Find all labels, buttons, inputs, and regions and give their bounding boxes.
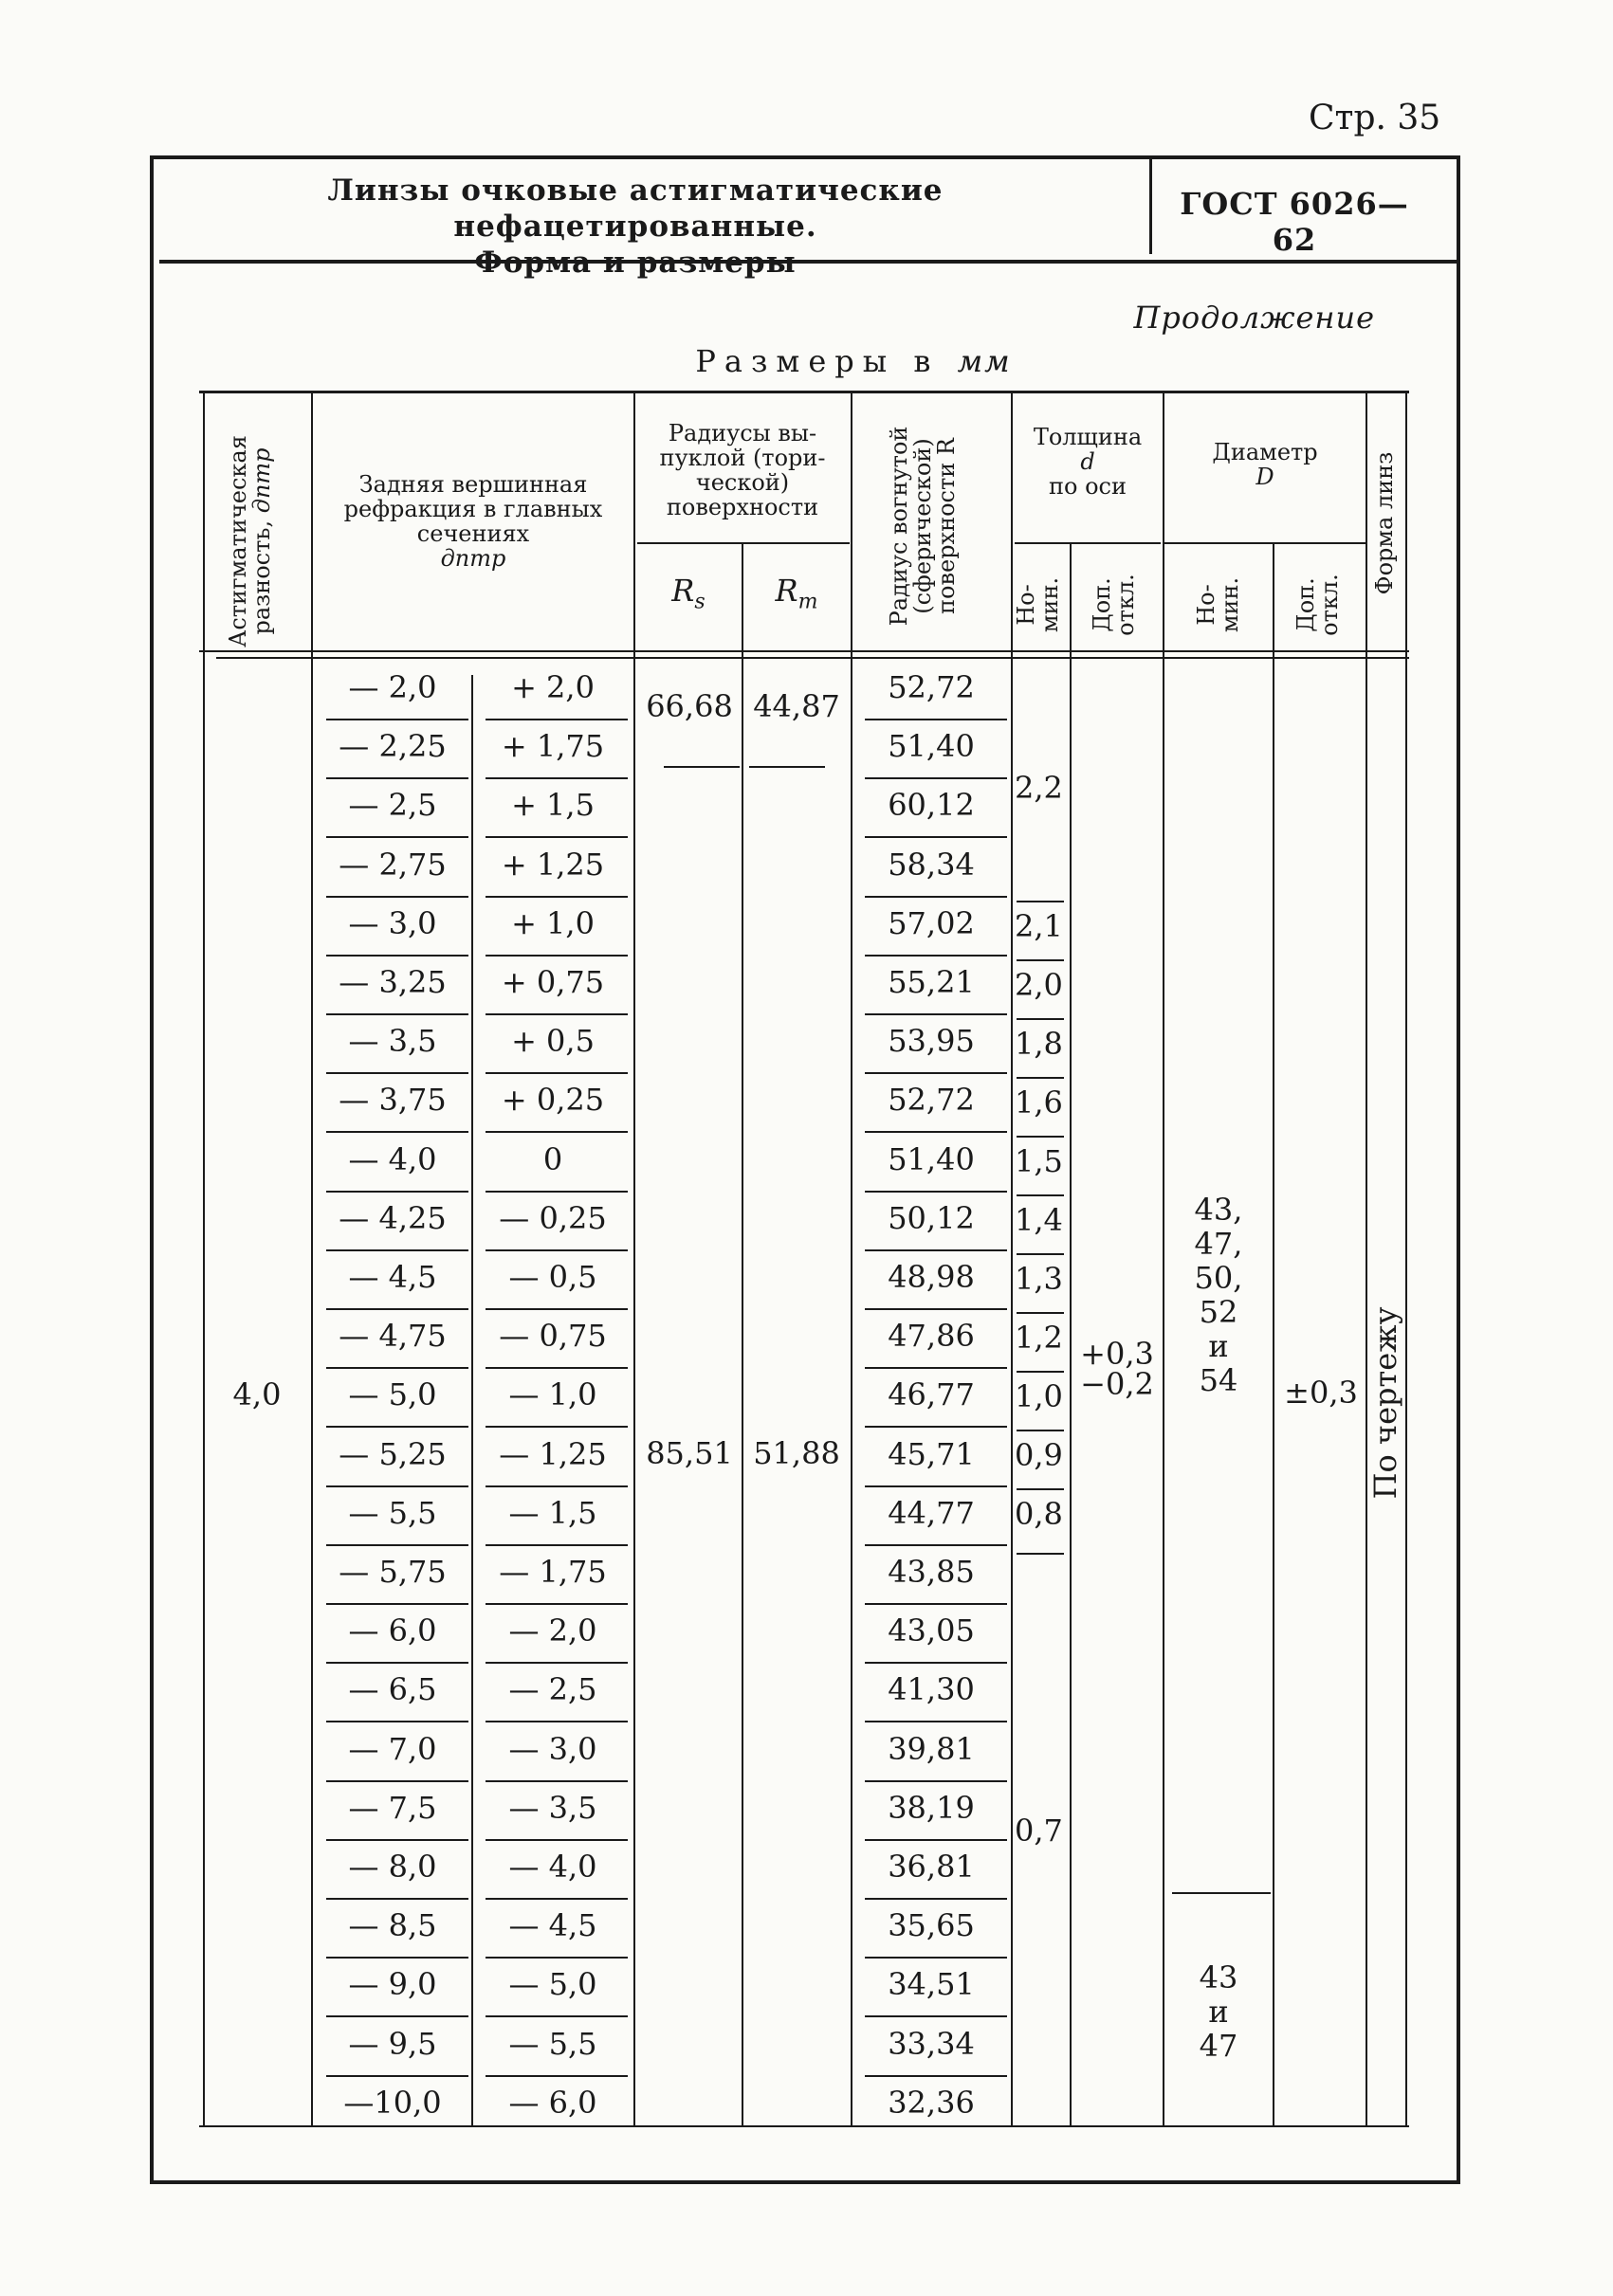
row-underline	[865, 1013, 1007, 1015]
row-underline	[865, 1131, 1007, 1133]
row-underline	[326, 1367, 468, 1369]
table-bottom-line	[199, 2125, 1409, 2127]
diam-b-0: 43	[1199, 1959, 1238, 1995]
frame-left-line	[150, 155, 154, 2184]
refraction-principal-1: — 4,25	[339, 1199, 447, 1236]
title-line-2: Форма и размеры	[474, 246, 797, 280]
thickness-underline	[1017, 959, 1064, 961]
thickness-nominal-value: 1,2	[1015, 1320, 1063, 1356]
header-astig-line2: разность,	[248, 519, 275, 635]
units-caption	[569, 343, 1138, 379]
row-underline	[865, 777, 1007, 779]
row-underline	[326, 1308, 468, 1310]
row-underline	[486, 1603, 628, 1605]
diameter-group-a	[1166, 1193, 1271, 1397]
refraction-principal-1: — 8,0	[348, 1849, 437, 1885]
row-underline	[486, 1072, 628, 1074]
row-underline	[486, 777, 628, 779]
refraction-principal-1: — 2,25	[339, 728, 447, 765]
row-underline	[865, 1426, 1007, 1428]
row-underline	[865, 1780, 1007, 1782]
refraction-principal-1: — 2,75	[339, 846, 447, 883]
header-diam-nominal-line2: мин.	[1217, 576, 1243, 633]
continuation-label: Продолжение	[1133, 300, 1375, 336]
row-underline	[865, 1544, 1007, 1546]
diam-a-1: 47,	[1194, 1226, 1243, 1262]
col-line-2	[471, 675, 473, 2127]
diameter-subheader-line	[1164, 542, 1366, 544]
row-underline	[865, 955, 1007, 957]
row-underline	[326, 955, 468, 957]
refraction-principal-2: — 0,5	[508, 1259, 597, 1295]
col-line-4	[742, 544, 743, 2127]
header-radii-line2: пуклой (тори-	[659, 445, 826, 471]
concave-radius-value: 38,19	[888, 1789, 975, 1826]
concave-radius-value: 44,77	[888, 1494, 975, 1531]
astigmatism-value: 4,0	[232, 1376, 282, 1412]
row-underline	[326, 1957, 468, 1959]
refraction-principal-2: + 2,0	[511, 669, 595, 705]
refraction-principal-1: — 5,5	[348, 1494, 437, 1531]
thickness-tolerance	[1072, 1336, 1163, 1402]
row-underline	[865, 1485, 1007, 1487]
row-underline	[865, 1367, 1007, 1369]
concave-radius-value: 32,36	[888, 2084, 975, 2121]
refraction-principal-2: + 0,75	[501, 964, 605, 1000]
row-underline	[486, 1249, 628, 1251]
row-underline	[486, 896, 628, 898]
row-underline	[486, 1839, 628, 1841]
concave-radius-value: 39,81	[888, 1730, 975, 1767]
diameter-divider	[1172, 1892, 1271, 1894]
refraction-principal-1: — 6,0	[348, 1613, 437, 1649]
row-underline	[486, 2075, 628, 2077]
concave-radius-value: 50,12	[888, 1199, 975, 1236]
concave-radius-value: 43,85	[888, 1554, 975, 1590]
thickness-underline	[1017, 1553, 1064, 1555]
refraction-principal-1: — 2,5	[348, 787, 437, 824]
header-thick-line3: по оси	[1049, 473, 1127, 500]
col-line-5	[851, 391, 852, 2127]
refraction-principal-2: — 1,0	[508, 1376, 597, 1413]
concave-radius-value: 47,86	[888, 1318, 975, 1355]
frame-bottom-line	[150, 2180, 1460, 2184]
header-thick-line1: Толщина	[1033, 424, 1143, 450]
thickness-nominal-value: 1,3	[1015, 1261, 1063, 1297]
row-underline	[486, 1367, 628, 1369]
header-astigmatism	[227, 418, 304, 665]
refraction-principal-2: — 4,5	[508, 1907, 597, 1944]
refraction-principal-2: — 1,25	[499, 1435, 607, 1472]
row-underline	[486, 1780, 628, 1782]
header-thick-nominal-line1: Но-	[1013, 584, 1039, 626]
refraction-principal-1: — 7,5	[348, 1789, 437, 1826]
rs-main-value: 85,51	[646, 1435, 733, 1471]
refraction-principal-1: — 9,5	[348, 2025, 437, 2062]
row-underline	[326, 1485, 468, 1487]
thickness-nominal-value: 2,0	[1015, 967, 1063, 1003]
refraction-principal-2: — 4,0	[508, 1849, 597, 1885]
lens-form-value: По чертежу	[1367, 1306, 1403, 1500]
row-underline	[865, 1957, 1007, 1959]
row-underline	[326, 719, 468, 720]
header-radii-line1: Радиусы вы-	[668, 420, 817, 446]
thickness-underline	[1017, 1136, 1064, 1138]
refraction-principal-2: + 1,5	[511, 787, 595, 824]
concave-radius-value: 52,72	[888, 669, 975, 705]
thickness-underline	[1017, 1430, 1064, 1431]
refraction-principal-1: — 4,0	[348, 1140, 437, 1177]
header-rs-letter: R	[671, 573, 695, 609]
concave-radius-value: 55,21	[888, 964, 975, 1000]
row-underline	[326, 777, 468, 779]
header-rm-letter: R	[775, 573, 798, 609]
row-underline	[486, 2015, 628, 2017]
thickness-underline	[1017, 1371, 1064, 1373]
refraction-principal-2: 0	[542, 1140, 563, 1177]
units-value: мм	[957, 343, 1012, 379]
radii-subheader-line	[637, 542, 850, 544]
refraction-principal-2: — 2,5	[508, 1671, 597, 1708]
col-line-6	[1011, 391, 1013, 2127]
concave-radius-value: 60,12	[888, 787, 975, 824]
thickness-underline	[1017, 1488, 1064, 1490]
header-thick-nominal	[1015, 548, 1064, 662]
refraction-principal-2: + 1,0	[511, 904, 595, 941]
table-top-line	[199, 391, 1409, 393]
refraction-principal-2: — 3,5	[508, 1789, 597, 1826]
refraction-principal-1: — 5,75	[339, 1554, 447, 1590]
concave-radius-value: 57,02	[888, 904, 975, 941]
row-underline	[865, 1898, 1007, 1900]
concave-radius-value: 45,71	[888, 1435, 975, 1472]
header-concave-radius	[888, 408, 971, 645]
concave-radius-value: 33,34	[888, 2025, 975, 2062]
row-underline	[486, 1013, 628, 1015]
header-thick-tolerance-line1: Доп.	[1089, 577, 1115, 632]
row-underline	[326, 1721, 468, 1722]
diam-a-4: и	[1208, 1328, 1229, 1364]
header-radii	[635, 421, 850, 519]
row-underline	[865, 2075, 1007, 2077]
thickness-nominal-value: 1,5	[1015, 1143, 1063, 1179]
row-underline	[865, 896, 1007, 898]
concave-radius-value: 43,05	[888, 1613, 975, 1649]
concave-radius-value: 35,65	[888, 1907, 975, 1944]
title-divider	[1149, 155, 1152, 254]
row-underline	[865, 1191, 1007, 1193]
row-underline	[865, 1662, 1007, 1664]
diam-a-3: 52	[1199, 1294, 1238, 1330]
concave-radius-value: 46,77	[888, 1376, 975, 1413]
thickness-nominal-value: 0,8	[1015, 1496, 1063, 1532]
refraction-principal-1: — 8,5	[348, 1907, 437, 1944]
refraction-principal-2: — 0,75	[499, 1318, 607, 1355]
refraction-principal-2: + 0,25	[501, 1082, 605, 1119]
refraction-principal-2: — 5,0	[508, 1966, 597, 2003]
row-underline	[865, 2015, 1007, 2017]
row-underline	[865, 836, 1007, 838]
rm-main-value: 51,88	[753, 1435, 840, 1471]
page-number: Стр. 35	[1309, 99, 1441, 137]
rs-top-underline	[664, 766, 740, 768]
concave-radius-value: 34,51	[888, 1966, 975, 2003]
header-thick-nominal-line2: мин.	[1036, 576, 1063, 633]
refraction-principal-1: — 7,0	[348, 1730, 437, 1767]
row-underline	[486, 1191, 628, 1193]
refraction-principal-2: — 0,25	[499, 1199, 607, 1236]
refraction-principal-1: — 3,75	[339, 1082, 447, 1119]
refraction-principal-1: — 2,0	[348, 669, 437, 705]
row-underline	[486, 1957, 628, 1959]
thickness-nominal-value: 1,0	[1015, 1378, 1063, 1414]
thick-tol-minus: −0,2	[1080, 1366, 1154, 1402]
row-underline	[326, 1780, 468, 1782]
row-underline	[865, 719, 1007, 720]
diameter-group-b	[1166, 1960, 1271, 2063]
refraction-principal-2: — 1,5	[508, 1494, 597, 1531]
col-line-10	[1366, 391, 1367, 2127]
header-rs	[635, 573, 742, 613]
refraction-principal-2: + 1,75	[501, 728, 605, 765]
header-concave-line2: (сферической)	[909, 438, 936, 614]
row-underline	[326, 1426, 468, 1428]
refraction-principal-2: — 2,0	[508, 1613, 597, 1649]
refraction-principal-2: + 1,25	[501, 846, 605, 883]
header-diam-tolerance-line1: Доп.	[1292, 577, 1319, 632]
header-diam-tolerance-line2: откл.	[1316, 574, 1343, 636]
col-line-3	[633, 391, 635, 2127]
col-line-9	[1273, 544, 1274, 2127]
thickness-nominal-value: 1,4	[1015, 1202, 1063, 1238]
row-underline	[486, 719, 628, 720]
row-underline	[326, 2075, 468, 2077]
refraction-principal-1: — 4,75	[339, 1318, 447, 1355]
thickness-nominal-value: 1,6	[1015, 1084, 1063, 1121]
refraction-principal-2: — 3,0	[508, 1730, 597, 1767]
header-diam-nominal-line1: Но-	[1193, 584, 1219, 626]
header-concave-line1: Радиус вогнутой	[886, 426, 912, 627]
row-underline	[486, 1308, 628, 1310]
col-line-0	[203, 391, 205, 2127]
thickness-underline	[1017, 1312, 1064, 1314]
header-rm-sub: m	[797, 590, 818, 614]
row-underline	[326, 1544, 468, 1546]
diam-b-1: и	[1208, 1994, 1229, 2030]
col-line-1	[311, 391, 313, 2127]
header-diam-line1: Диаметр	[1212, 439, 1318, 465]
header-thick-tolerance	[1091, 548, 1140, 662]
thickness-nominal-value: 0,7	[1015, 1813, 1063, 1849]
row-underline	[865, 1839, 1007, 1841]
refraction-principal-1: — 3,25	[339, 964, 447, 1000]
row-underline	[326, 836, 468, 838]
row-underline	[865, 1308, 1007, 1310]
concave-radius-value: 58,34	[888, 846, 975, 883]
header-thick-line2: d	[1080, 448, 1095, 475]
refraction-principal-1: — 6,5	[348, 1671, 437, 1708]
row-underline	[326, 896, 468, 898]
header-thick-tolerance-line2: откл.	[1112, 574, 1139, 636]
header-rm	[743, 573, 850, 613]
row-underline	[486, 1662, 628, 1664]
row-underline	[486, 1485, 628, 1487]
concave-radius-value: 51,40	[888, 728, 975, 765]
header-radii-line4: поверхности	[666, 494, 819, 520]
row-underline	[486, 1721, 628, 1722]
document-title	[161, 173, 1109, 281]
header-diam-nominal	[1195, 548, 1244, 662]
row-underline	[326, 1662, 468, 1664]
refraction-principal-1: — 5,0	[348, 1376, 437, 1413]
header-lens-form: Форма линз	[1371, 451, 1398, 595]
refraction-principal-1: — 3,0	[348, 904, 437, 941]
standard-number: ГОСТ 6026—62	[1180, 186, 1409, 258]
row-underline	[486, 1131, 628, 1133]
header-refraction	[315, 472, 632, 571]
row-underline	[326, 1013, 468, 1015]
rm-top-underline	[749, 766, 825, 768]
row-underline	[326, 1839, 468, 1841]
thickness-underline	[1017, 1253, 1064, 1255]
header-diam-tolerance	[1294, 548, 1344, 662]
row-underline	[326, 1898, 468, 1900]
header-refr-line2: рефракция в главных	[343, 496, 603, 522]
diam-a-2: 50,	[1194, 1260, 1243, 1296]
concave-radius-value: 48,98	[888, 1259, 975, 1295]
row-underline	[486, 1426, 628, 1428]
header-astig-unit: дптр	[248, 447, 275, 514]
header-astig-line1: Астигматическая	[225, 435, 251, 647]
diam-a-0: 43,	[1194, 1192, 1243, 1228]
refraction-principal-2: — 1,75	[499, 1554, 607, 1590]
col-line-8	[1163, 391, 1164, 2127]
diam-b-2: 47	[1199, 2028, 1238, 2064]
title-line-1: Линзы очковые астигматические нефацетированные.	[327, 173, 944, 244]
refraction-principal-1: — 4,5	[348, 1259, 437, 1295]
refraction-principal-2: — 6,0	[508, 2084, 597, 2121]
concave-radius-value: 52,72	[888, 1082, 975, 1119]
header-diam-line2: D	[1256, 464, 1274, 490]
rs-top-value: 66,68	[646, 688, 733, 724]
diameter-tolerance: ±0,3	[1284, 1375, 1358, 1411]
thick-tol-plus: +0,3	[1080, 1336, 1154, 1372]
row-underline	[326, 1249, 468, 1251]
header-refr-line3: сечениях	[416, 520, 530, 547]
thickness-underline	[1017, 1018, 1064, 1020]
concave-radius-value: 36,81	[888, 1849, 975, 1885]
row-underline	[865, 1072, 1007, 1074]
row-underline	[865, 1721, 1007, 1722]
diam-a-5: 54	[1199, 1362, 1238, 1398]
concave-radius-value: 53,95	[888, 1023, 975, 1060]
thickness-underline	[1017, 901, 1064, 902]
frame-top-line	[150, 155, 1460, 159]
thickness-underline	[1017, 1077, 1064, 1079]
row-underline	[326, 1072, 468, 1074]
row-underline	[865, 1603, 1007, 1605]
header-thickness	[1013, 425, 1163, 499]
units-prefix: Размеры в	[695, 343, 940, 379]
thickness-nominal-value: 1,8	[1015, 1026, 1063, 1062]
row-underline	[326, 2015, 468, 2017]
refraction-principal-1: — 3,5	[348, 1023, 437, 1060]
concave-radius-value: 51,40	[888, 1140, 975, 1177]
refraction-principal-1: — 9,0	[348, 1966, 437, 2003]
thickness-nominal-value: 2,2	[1015, 770, 1063, 806]
row-underline	[486, 1898, 628, 1900]
row-underline	[326, 1603, 468, 1605]
thickness-subheader-line	[1015, 542, 1161, 544]
concave-radius-value: 41,30	[888, 1671, 975, 1708]
header-refr-unit: дптр	[440, 545, 506, 572]
header-refr-line1: Задняя вершинная	[358, 471, 588, 498]
row-underline	[486, 955, 628, 957]
row-underline	[326, 1131, 468, 1133]
thickness-nominal-value: 0,9	[1015, 1437, 1063, 1473]
header-concave-line3: поверхности R	[933, 438, 960, 614]
frame-right-line	[1457, 155, 1460, 2184]
header-rs-sub: s	[694, 590, 706, 614]
thickness-underline	[1017, 1194, 1064, 1196]
row-underline	[326, 1191, 468, 1193]
header-diameter	[1164, 440, 1366, 489]
refraction-principal-1: — 5,25	[339, 1435, 447, 1472]
refraction-principal-1: —10,0	[343, 2084, 442, 2121]
refraction-principal-2: + 0,5	[511, 1023, 595, 1060]
row-underline	[486, 1544, 628, 1546]
rm-top-value: 44,87	[753, 688, 840, 724]
refraction-principal-2: — 5,5	[508, 2025, 597, 2062]
thickness-nominal-value: 2,1	[1015, 908, 1063, 944]
row-underline	[486, 836, 628, 838]
row-underline	[865, 1249, 1007, 1251]
col-line-11	[1405, 391, 1407, 2127]
header-radii-line3: ческой)	[695, 469, 790, 496]
